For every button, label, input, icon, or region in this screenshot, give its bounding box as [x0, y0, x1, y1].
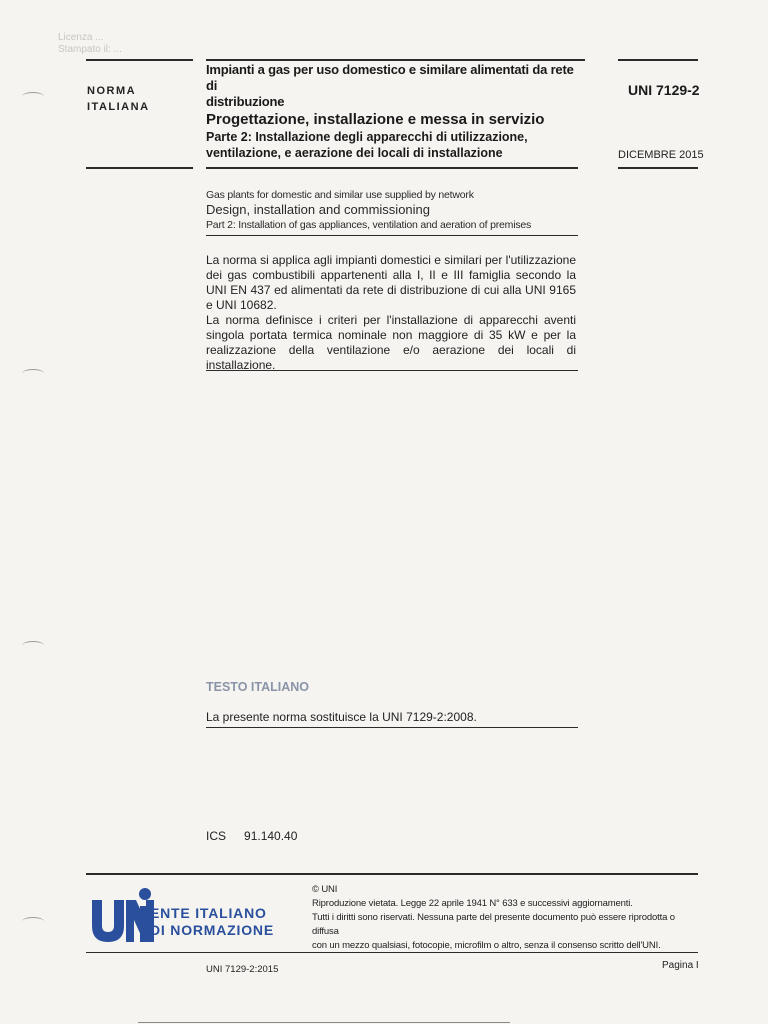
rule-replaces [206, 727, 578, 728]
license-stamp: Licenza ... Stampato il: ... [58, 32, 122, 55]
rule-english [206, 235, 578, 236]
copyright-notice: © UNI Riproduzione vietata. Legge 22 aprile 1941 N° 633 e successivi aggiornamenti. Tutti i diritti sono riservati. Nessuna parte del presente documento può essere riprodotta o diffusa con un mezzo qualsiasi, fotocopie, microfilm o altro, senza il consenso scritto dell'UNI. [312, 884, 675, 951]
title-line1: Impianti a gas per uso domestico e similare alimentati da rete di [206, 62, 574, 93]
norma-italiana-label: NORMA ITALIANA [87, 85, 150, 113]
english-part: Part 2: Installation of gas appliances, ventilation and aeration of premises [206, 219, 532, 231]
abstract-paragraph-1: La norma si applica agli impianti domestici e similari per l'utilizzazione dei gas combustibili appartenenti alla I, II e III famiglia secondo la UNI EN 437 ed alimentati da rete di distribuzione di cui alla UNI 9165 e UNI 10682. [206, 253, 576, 312]
abstract-paragraph-2: La norma definisce i criteri per l'installazione di apparecchi aventi singola portata termica nominale non maggiore di 35 kW e per la realizzazione della ventilazione e/o aerazione dei locali di installazione. [206, 313, 576, 372]
footer-doc-code: UNI 7129-2:2015 [206, 964, 279, 975]
ics-label: ICS [206, 829, 227, 843]
english-subtitle: Design, installation and commissioning [206, 202, 431, 217]
language-label: TESTO ITALIANO [206, 680, 310, 694]
rule-top-right [618, 59, 698, 61]
margin-mark [22, 92, 44, 101]
title-line2: distribuzione [206, 94, 285, 109]
margin-mark [22, 369, 44, 378]
publication-date: DICEMBRE 2015 [618, 149, 704, 161]
ics-code [206, 829, 315, 843]
scan-edge [138, 1022, 510, 1023]
subtitle: Progettazione, installazione e messa in servizio [206, 111, 545, 128]
english-title-block [206, 188, 578, 232]
standard-code: UNI 7129-2 [628, 82, 700, 98]
rule-abstract [206, 370, 578, 371]
rule-mid-right [618, 167, 698, 169]
italian-title-block [206, 62, 584, 161]
english-title: Gas plants for domestic and similar use supplied by network [206, 189, 474, 201]
rule-mid-left [86, 167, 193, 169]
margin-mark [22, 917, 44, 926]
part-line2: ventilazione, e aerazione dei locali di installazione [206, 146, 503, 160]
uni-logo-text: ENTE ITALIANO DI NORMAZIONE [150, 905, 274, 938]
page-number: Pagina I [662, 960, 699, 971]
rule-footer-bottom [86, 952, 698, 953]
rule-top-center [206, 59, 585, 61]
margin-mark [22, 641, 44, 650]
rule-top-left [86, 59, 193, 61]
rule-mid-center [206, 167, 578, 169]
part-line1: Parte 2: Installazione degli apparecchi di utilizzazione, [206, 130, 528, 144]
abstract [206, 253, 576, 373]
ics-value: 91.140.40 [244, 829, 298, 843]
rule-footer-top [86, 873, 698, 875]
replaces-note: La presente norma sostituisce la UNI 7129-2:2008. [206, 710, 477, 724]
